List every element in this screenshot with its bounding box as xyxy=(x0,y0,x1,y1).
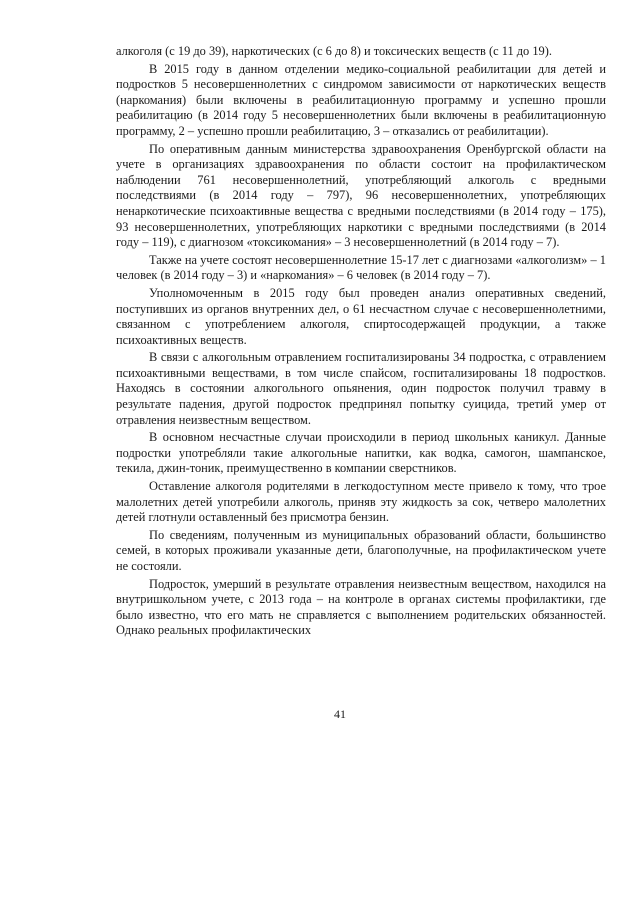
paragraph-6: В связи с алкогольным отравлением госпитализированы 34 подростка, с отравлением психоактивными веществами, в том числе спайсом, госпитализированы 18 подростков. Находясь в состоянии алкогольного опьянения, один подросток получил травму в результате падения, другой подросток предпринял попытку суицида, третий умер от отравления неизвестным веществом. xyxy=(116,350,606,427)
paragraph-2: В 2015 году в данном отделении медико-социальной реабилитации для детей и подростков 5 несовершеннолетних с синдромом зависимости от наркотических веществ (наркомания) были включены в реабилитационную программу и успешно прошли реабилитацию (в 2014 году 5 несовершеннолетних были включены в реабилитационную программу, 2 – успешно прошли реабилитацию, 3 – отказались от реабилитации). xyxy=(116,61,606,138)
paragraph-4: Также на учете состоят несовершеннолетние 15-17 лет с диагнозами «алкоголизм» – 1 человек (в 2014 году – 3) и «наркомания» – 6 человек (в 2014 году – 7). xyxy=(116,252,606,283)
paragraph-7: В основном несчастные случаи происходили в период школьных каникул. Данные подростки употребляли такие алкогольные напитки, как водка, самогон, шампанское, текила, джин-тоник, преимущественно в компании сверстников. xyxy=(116,430,606,476)
paragraph-3: По оперативным данным министерства здравоохранения Оренбургской области на учете в организациях здравоохранения по области состоит на профилактическом наблюдении 761 несовершеннолетний, употребляющий алкоголь с вредными последствиями (в 2014 году – 797), 96 несовершеннолетних, употребляющих ненаркотические психоактивные вещества с вредными последствиями (в 2014 году – 175), 93 несовершеннолетних, употребляющих наркотики с вредными последствиями (в 2014 году – 119), с диагнозом «токсикомания» – 3 несовершеннолетний (в 2014 году – 7). xyxy=(116,141,606,250)
paragraph-8: Оставление алкоголя родителями в легкодоступном месте привело к тому, что трое малолетних детей употребили алкоголь, приняв эту жидкость за сок, четверо малолетних детей глотнули оставленный без присмотра бензин. xyxy=(116,479,606,525)
paragraph-10: Подросток, умерший в результате отравления неизвестным веществом, находился на внутришкольном учете, с 2013 года – на контроле в органах системы профилактики, где было известно, что его мать не справляется с выполнением родительских обязанностей. Однако реальных профилактических xyxy=(116,576,606,638)
paragraph-5: Уполномоченным в 2015 году был проведен анализ оперативных сведений, поступивших из органов внутренних дел, о 61 несчастном случае с несовершеннолетними, связанном с употреблением алкоголя, спиртосодержащей продукции, а также психоактивных веществ. xyxy=(116,285,606,347)
document-page xyxy=(116,44,606,641)
paragraph-9: По сведениям, полученным из муниципальных образований области, большинство семей, в которых проживали указанные дети, благополучные, на профилактическом учете не состояли. xyxy=(116,527,606,573)
page-number: 41 xyxy=(334,707,346,721)
paragraph-1: алкоголя (с 19 до 39), наркотических (с 6 до 8) и токсических веществ (с 11 до 19). xyxy=(116,44,552,58)
